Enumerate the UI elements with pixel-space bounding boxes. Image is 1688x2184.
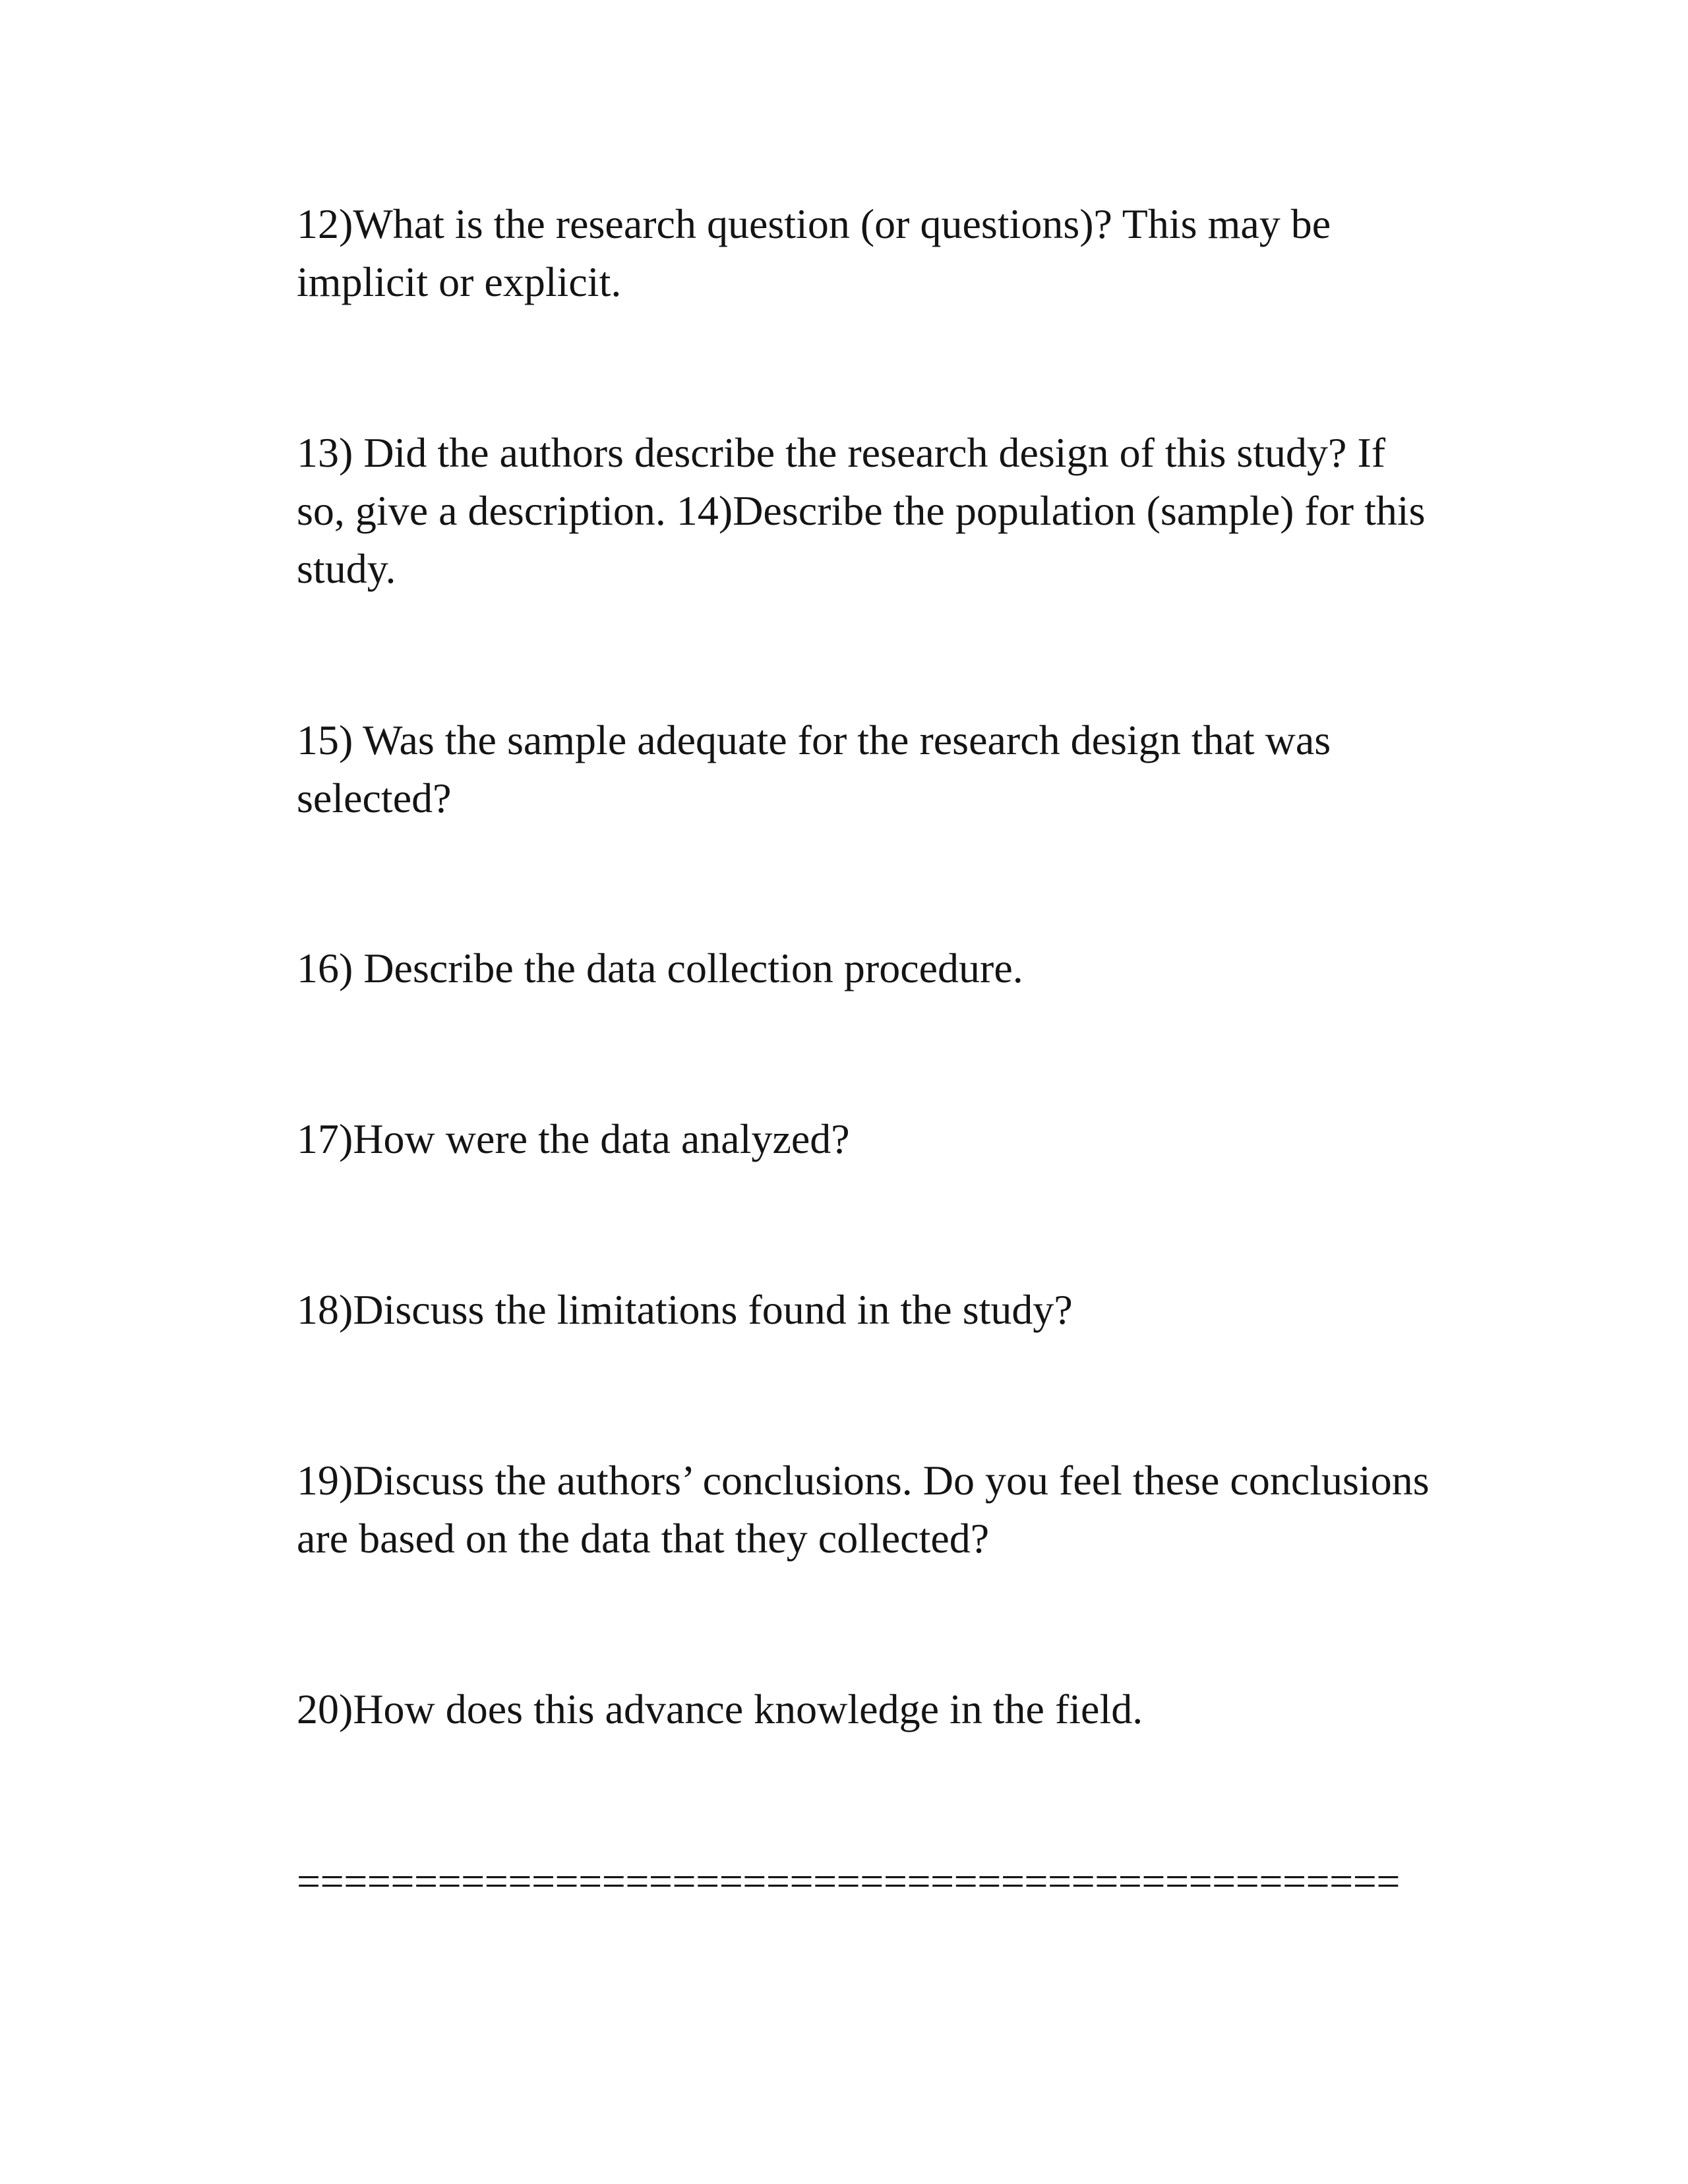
question-19: 19)Discuss the authors’ conclusions. Do you feel these conclusions are based on the data that they collected? — [297, 1457, 1430, 1562]
question-17: 17)How were the data analyzed? — [297, 1115, 850, 1162]
question-12: 12)What is the research question (or questions)? This may be implicit or explicit. — [297, 200, 1331, 305]
question-15: 15) Was the sample adequate for the research design that was selected? — [297, 717, 1331, 821]
section-divider: =============================================== — [297, 1858, 1400, 1904]
question-16: 16) Describe the data collection procedure. — [297, 945, 1023, 991]
question-20: 20)How does this advance knowledge in the field. — [297, 1686, 1143, 1732]
question-13-14: 13) Did the authors describe the research design of this study? If so, give a description. 14)Describe the population (sample) for this study. — [297, 429, 1426, 592]
question-18: 18)Discuss the limitations found in the study? — [297, 1286, 1073, 1333]
